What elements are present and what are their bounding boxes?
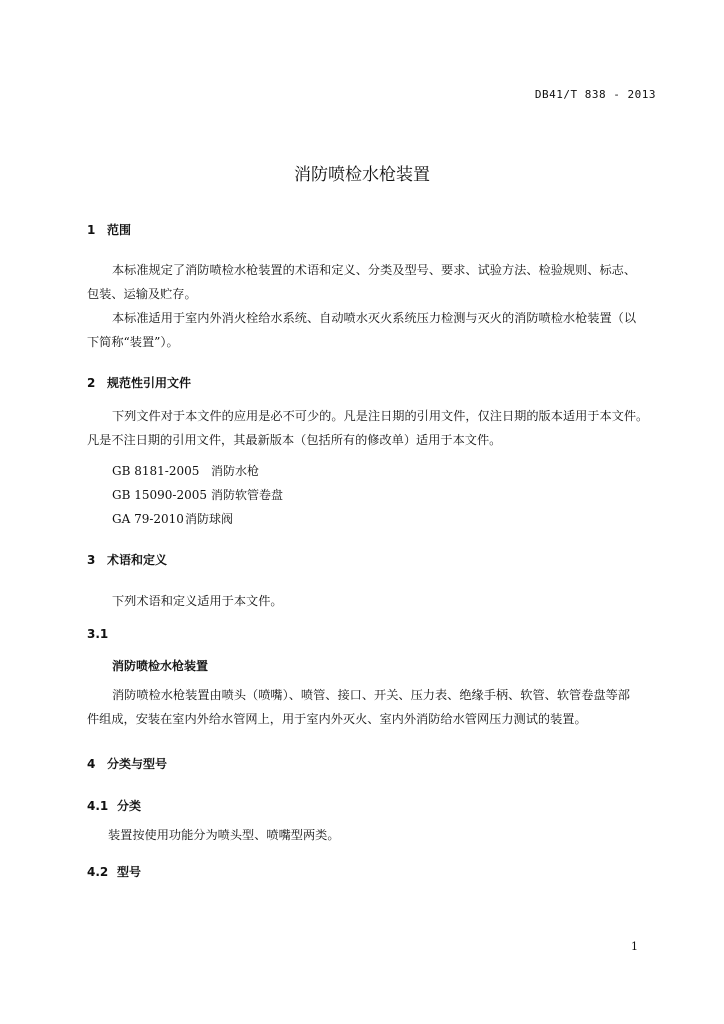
section-1-heading — [87, 221, 131, 238]
subsection-3-1-number: 3.1 — [87, 627, 109, 641]
paragraph-line: 消防喷检水枪装置由喷头（喷嘴）、喷管、接口、开关、压力表、绝缘手柄、软管、软管卷盘等部 — [112, 688, 630, 702]
section-2-heading — [87, 374, 191, 391]
reference-code: GA 79-2010 — [112, 512, 184, 526]
section-number: 4 — [87, 757, 96, 771]
section-number: 1 — [87, 223, 96, 237]
paragraph-line: 本标准规定了消防喷检水枪装置的术语和定义、分类及型号、要求、试验方法、检验规则、标志、 — [112, 263, 637, 277]
subsection-title: 型号 — [117, 865, 142, 879]
paragraph-line: 件组成，安装在室内外给水管网上，用于室内外灭火、室内外消防给水管网压力测试的装置。 — [87, 712, 587, 726]
section-title: 规范性引用文件 — [107, 376, 192, 390]
paragraph-line: 下列文件对于本文件的应用是必不可少的。凡是注日期的引用文件，仅注日期的版本适用于本文件。 — [112, 409, 649, 423]
term-name: 消防喷检水枪装置 — [112, 659, 209, 673]
document-code: DB41/T 838 - 2013 — [534, 88, 656, 101]
term-definition — [87, 683, 661, 731]
section-title: 范围 — [107, 223, 132, 237]
paragraph-line: 凡是不注日期的引用文件，其最新版本（包括所有的修改单）适用于本文件。 — [87, 433, 502, 447]
subsection-4-1-body — [87, 823, 661, 847]
section-2-body — [87, 404, 661, 452]
reference-item — [112, 486, 283, 503]
section-3-heading — [87, 551, 167, 568]
section-1-body — [87, 258, 661, 354]
reference-name: 消防软管卷盘 — [211, 488, 284, 502]
subsection-number: 4.2 — [87, 865, 109, 879]
reference-code: GB 8181-2005 — [112, 464, 200, 478]
subsection-title: 分类 — [117, 799, 142, 813]
section-4-heading — [87, 755, 167, 772]
paragraph-line: 包装、运输及贮存。 — [87, 287, 197, 301]
section-3-intro — [87, 589, 661, 613]
section-title: 术语和定义 — [107, 553, 168, 567]
subsection-4-1-heading — [87, 797, 141, 814]
reference-code: GB 15090-2005 — [112, 488, 207, 502]
section-number: 2 — [87, 376, 96, 390]
reference-item — [112, 462, 259, 479]
reference-name: 消防球阀 — [185, 512, 234, 526]
page-title: 消防喷检水枪装置 — [294, 165, 430, 185]
subsection-4-2-heading — [87, 863, 141, 880]
section-number: 3 — [87, 553, 96, 567]
paragraph-line: 装置按使用功能分为喷头型、喷嘴型两类。 — [108, 828, 340, 842]
reference-name: 消防水枪 — [211, 464, 260, 478]
subsection-number: 4.1 — [87, 799, 109, 813]
paragraph-line: 下列术语和定义适用于本文件。 — [112, 594, 283, 608]
page-number: 1 — [631, 940, 638, 953]
paragraph-line: 下简称“装置”）。 — [87, 335, 179, 349]
section-title: 分类与型号 — [107, 757, 168, 771]
paragraph-line: 本标准适用于室内外消火栓给水系统、自动喷水灭火系统压力检测与灭火的消防喷检水枪装置（以 — [112, 311, 637, 325]
reference-item — [112, 510, 233, 527]
